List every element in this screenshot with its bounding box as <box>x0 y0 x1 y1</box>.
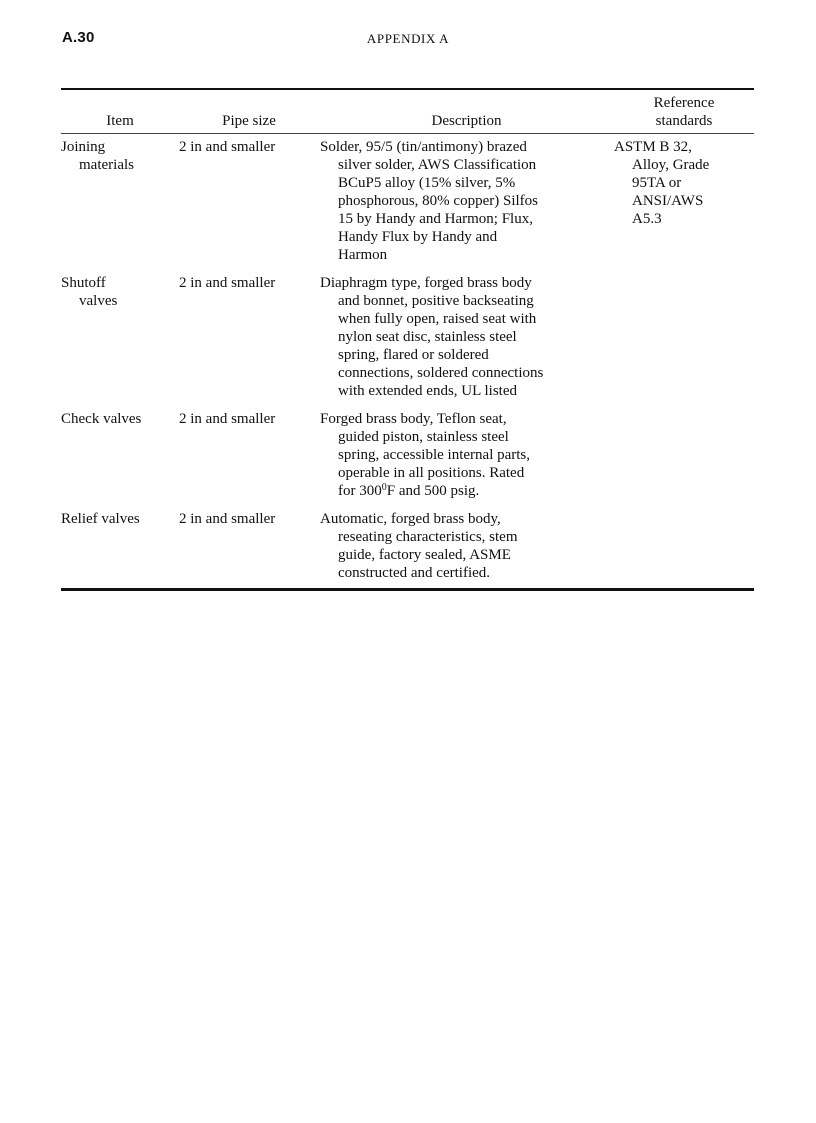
description-line: reseating characteristics, stem <box>338 529 518 545</box>
reference-header-line: standards <box>655 113 713 129</box>
description-line: Automatic, forged brass body, <box>320 511 501 527</box>
degree-superscript: 0 <box>381 482 387 493</box>
reference-line: A5.3 <box>632 211 662 227</box>
reference-cell <box>614 510 754 582</box>
description-cell <box>320 138 614 264</box>
description-cell <box>320 274 614 400</box>
item-line: Check valves <box>61 411 142 427</box>
reference-cell <box>614 138 754 264</box>
column-header-reference-standards <box>614 94 754 133</box>
description-line: spring, accessible internal parts, <box>338 447 531 463</box>
description-line: phosphorous, 80% copper) Silfos <box>338 193 538 209</box>
item-cell <box>61 274 179 400</box>
item-line: materials <box>79 157 134 173</box>
column-header-pipe-size: Pipe size <box>222 113 276 129</box>
description-line <box>320 482 614 500</box>
description-line: guided piston, stainless steel <box>338 429 509 445</box>
description-line: with extended ends, UL listed <box>338 383 517 399</box>
description-line: operable in all positions. Rated <box>338 465 525 481</box>
description-line: spring, flared or soldered <box>338 347 489 363</box>
description-cell <box>320 410 614 500</box>
page-number: A.30 <box>62 29 95 46</box>
description-line: guide, factory sealed, ASME <box>338 547 511 563</box>
pipe-size-cell: 2 in and smaller <box>179 411 276 427</box>
item-cell <box>61 138 179 264</box>
description-line: constructed and certified. <box>338 565 491 581</box>
running-head: APPENDIX A <box>366 31 450 46</box>
reference-line: ASTM B 32, <box>614 139 692 155</box>
item-line: Shutoff <box>61 275 106 291</box>
item-line: Relief valves <box>61 511 140 527</box>
item-cell <box>61 410 179 500</box>
item-cell <box>61 510 179 582</box>
column-header-item: Item <box>106 113 134 129</box>
column-header-description: Description <box>431 113 502 129</box>
description-line: Harmon <box>338 247 388 263</box>
table-row <box>61 510 754 582</box>
rating-text: for 300 <box>338 483 382 499</box>
table-row <box>61 410 754 500</box>
description-line: Diaphragm type, forged brass body <box>320 275 532 291</box>
description-line: Solder, 95/5 (tin/antimony) brazed <box>320 139 527 155</box>
description-line: nylon seat disc, stainless steel <box>338 329 517 345</box>
reference-header-line: Reference <box>653 95 715 111</box>
description-cell <box>320 510 614 582</box>
table-row <box>61 138 754 264</box>
table-row <box>61 274 754 400</box>
table-body <box>61 134 754 588</box>
pipe-size-cell: 2 in and smaller <box>179 511 276 527</box>
item-line: Joining <box>61 139 106 155</box>
reference-line: Alloy, Grade <box>632 157 710 173</box>
description-line: BCuP5 alloy (15% silver, 5% <box>338 175 516 191</box>
description-line: silver solder, AWS Classification <box>338 157 537 173</box>
description-line: when fully open, raised seat with <box>338 311 537 327</box>
description-line: and bonnet, positive backseating <box>338 293 534 309</box>
reference-line: 95TA or <box>632 175 682 191</box>
description-line: Forged brass body, Teflon seat, <box>320 411 507 427</box>
description-line: Handy Flux by Handy and <box>338 229 498 245</box>
reference-cell <box>614 410 754 500</box>
description-line: connections, soldered connections <box>338 365 544 381</box>
specification-table <box>61 88 754 591</box>
table-header <box>61 90 754 134</box>
rating-text: F and 500 psig. <box>386 483 480 499</box>
description-line: 15 by Handy and Harmon; Flux, <box>338 211 533 227</box>
pipe-size-cell: 2 in and smaller <box>179 275 276 291</box>
reference-cell <box>614 274 754 400</box>
reference-line: ANSI/AWS <box>632 193 704 209</box>
item-line: valves <box>79 293 118 309</box>
pipe-size-cell: 2 in and smaller <box>179 139 276 155</box>
